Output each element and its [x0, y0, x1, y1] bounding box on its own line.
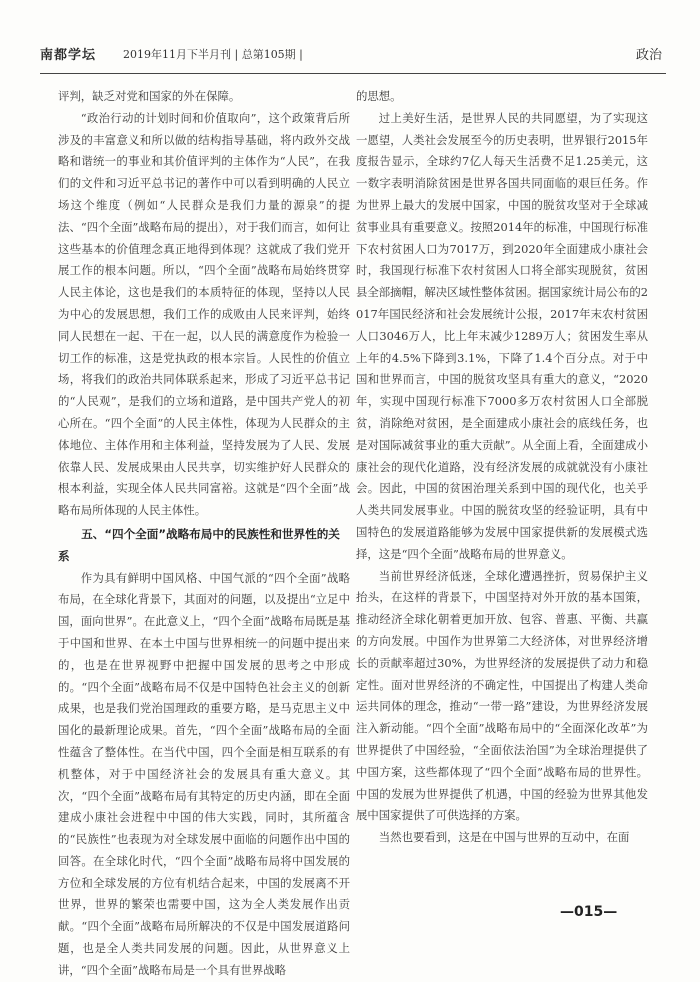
right-paragraph-4: 当然也要看到，这是在中国与世界的互动中，在面: [378, 830, 630, 845]
section-name: 政治: [635, 48, 662, 63]
right-paragraph-2: 过上美好生活，是世界人民的共同愿望，为了实现这一愿望，人类社会发展至今的历史表明，世界银行2015年度报告显示，全球约7亿人每天生活费不足1.25美元，这一数字表明消除贫困是世界各国共同面临的艰巨任务。作为世界上最大的发展中国家，中国的脱贫攻坚对于全球减贫事业具有重要意义。按照2014年的标准，中国现行标准下农村贫困人口为7017万，到2020年全面建成小康社会时，我国现行标准下农村贫困人口将全部实现脱贫，贫困县全部摘帽，解决区域性整体贫困。据国家统计局公布的2017年国民经济和社会发展统计公报，2017年末农村贫困人口3046万人，比上年末减少1289万人；贫困发生率从上年的4.5%下降到3.1%，下降了1.4个百分点。对于中国和世界而言，中国的脱贫攻坚具有重大的意义，“2020年，实现中国现行标准下7000多万农村贫困人口全部脱贫，消除绝对贫困，是全面建成小康社会的底线任务，也是对国际减贫事业的重大贡献”。从全面上看，全面建成小康社会的现代化道路，没有经济发展的成就就没有小康社会。因此，中国的贫困治理关系到中国的现代化，也关乎人类共同发展事业。中国的脱贫攻坚的经验证明，具有中国特色的发展道路能够为发展中国家提供新的发展模式选择，这是“四个全面”战略布局的世界意义。: [356, 110, 649, 561]
left-column: [58, 86, 350, 982]
page-number: —015—: [560, 904, 618, 920]
section-heading: 五、“四个全面”战略布局中的民族性和世界性的关系: [58, 526, 340, 563]
right-paragraph-1: 的思想。: [356, 89, 402, 103]
left-paragraph-3: 作为具有鲜明中国风格、中国气派的“四个全面”战略布局，在全球化背景下，其面对的问题，以及提出“立足中国，面向世界”。在此意义上，“四个全面”战略布局既是基于中国和世界、在本土中国与世界相统一的问题中提出来的，也是在世界视野中把握中国发展的思考之中形成的。“四个全面”战略布局不仅是中国特色社会主义的创新成果，也是我们党治国理政的重要方略，是马克思主义中国化的最新理论成果。首先，“四个全面”战略布局的全面性蕴含了整体性。在当代中国，四个全面是相互联系的有机整体，对于中国经济社会的发展具有重大意义。其次，“四个全面”战略布局有其特定的历史内涵，即在全面建成小康社会进程中中国的伟大实践，同时，其所蕴含的“民族性”也表现为对全球发展中面临的问题作出中国的回答。在全球化时代，“四个全面”战略布局将中国发展的方位和全球发展的方位有机结合起来，中国的发展离不开世界，世界的繁荣也需要中国，这为全人类发展作出贡献。“四个全面”战略布局所解决的不仅是中国发展道路问题，也是全人类共同发展的问题。因此，从世界意义上讲，“四个全面”战略布局是一个具有世界战略: [58, 570, 350, 977]
left-paragraph-2: “政治行动的计划时间和价值取向”，这个政策背后所涉及的丰富意义和所以做的结构指导基础，将内政外交战略和谐统一的事业和其价值评判的主体作为“人民”，在我们的文件和习近平总书记的著作中可以看到明确的人民立场这个维度（例如“人民群众是我们力量的源泉”的提法、“四个全面”战略布局的提出），对于我们而言，如何让这些基本的价值理念真正地得到体现？这就成了我们党开展工作的根本问题。所以，“四个全面”战略布局始终贯穿人民主体论，这也是我们的本质特征的体现，坚持以人民为中心的发展思想，我们工作的成败由人民来评判，始终同人民想在一起、干在一起，以人民的满意度作为检验一切工作的标准，这是党执政的根本宗旨。人民性的价值立场，将我们的政治共同体联系起来，形成了习近平总书记的“人民观”，是我们的立场和道路，是中国共产党人的初心所在。“四个全面”的人民主体性，体现为人民群众的主体地位、主体作用和主体利益，坚持发展为了人民、发展依靠人民、发展成果由人民共享，切实维护好人民群众的根本利益，实现全体人民共同富裕。这就是“四个全面”战略布局所体现的人民主体性。: [58, 110, 350, 518]
journal-title: 南都学坛: [40, 48, 97, 63]
header-rule: [40, 73, 666, 74]
page-header: [40, 44, 666, 70]
issue-info: 2019年11月下半月刊 | 总第105期 |: [123, 48, 303, 61]
right-paragraph-3: 当前世界经济低迷，全球化遭遇挫折，贸易保护主义抬头，在这样的背景下，中国坚持对外开放的基本国策，推动经济全球化朝着更加开放、包容、普惠、平衡、共赢的方向发展。中国作为世界第二大经济体，对世界经济增长的贡献率超过30%，为世界经济的发展提供了动力和稳定性。面对世界经济的不确定性，中国提出了构建人类命运共同体的理念，推动“一带一路”建设，为世界经济发展注入新动能。“四个全面”战略布局中的“全面深化改革”为世界提供了中国经验，“全面依法治国”为全球治理提供了中国方案，这些都体现了“四个全面”战略布局的世界性。中国的发展为世界提供了机遇，中国的经验为世界其他发展中国家提供了可供选择的方案。: [356, 568, 648, 823]
left-paragraph-1: 评判，缺乏对党和国家的外在保障。: [58, 89, 241, 103]
right-column: [356, 86, 648, 849]
